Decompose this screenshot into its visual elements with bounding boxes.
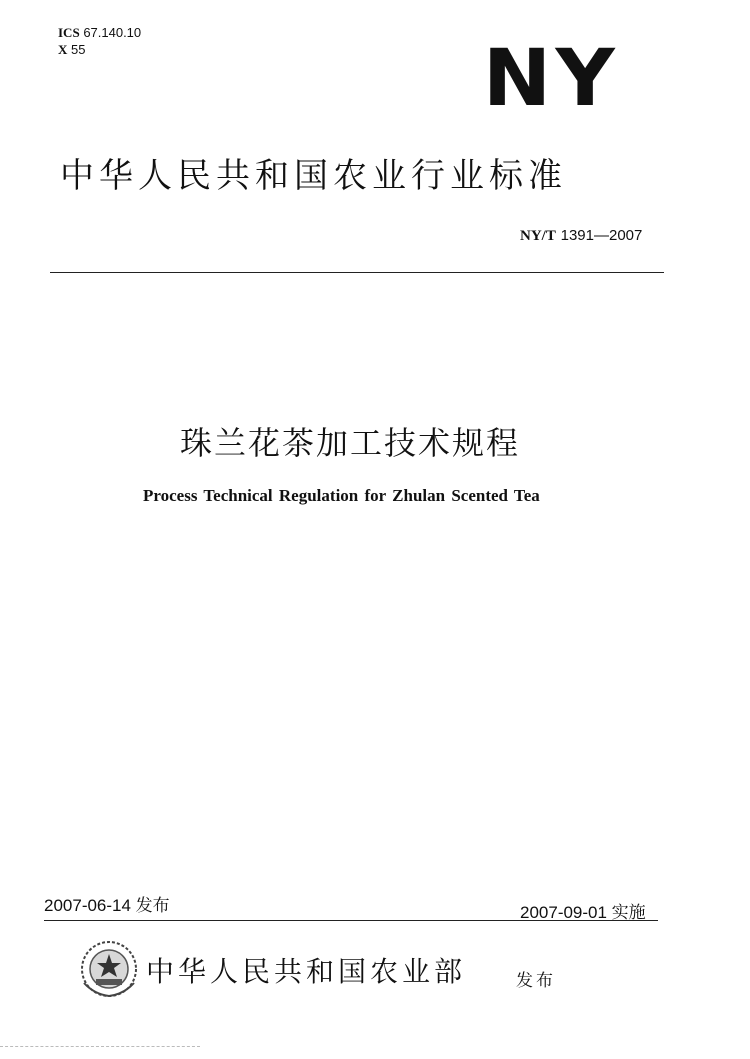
class-code: 55: [71, 42, 86, 57]
standard-number-value: 1391—2007: [560, 227, 643, 244]
class-label: X: [58, 42, 68, 57]
bottom-divider: [44, 920, 658, 921]
classification-block: [58, 24, 141, 58]
implementation-date: 2007-09-01 实施: [520, 903, 646, 922]
issue-date: 2007-06-14 发布: [44, 896, 170, 915]
standard-number: [520, 226, 642, 245]
standard-number-prefix: NY/T: [520, 228, 556, 244]
document-title-en: Process Technical Regulation for Zhulan Scented Tea: [143, 486, 540, 505]
standard-category-title: 中华人民共和国农业行业标准: [60, 156, 567, 196]
top-divider: [50, 272, 664, 273]
scan-edge-line: [0, 1046, 200, 1047]
document-title-cn: 珠兰花茶加工技术规程: [180, 424, 521, 462]
publish-label: 发布: [516, 971, 556, 991]
ics-code: 67.140.10: [83, 25, 142, 40]
national-emblem-icon: [74, 938, 144, 1000]
class-line: [58, 41, 141, 58]
issuing-ministry: 中华人民共和国农业部: [146, 955, 467, 988]
ny-logo: NY: [482, 34, 620, 124]
ics-label: ICS: [58, 25, 80, 40]
ics-line: [58, 24, 141, 41]
